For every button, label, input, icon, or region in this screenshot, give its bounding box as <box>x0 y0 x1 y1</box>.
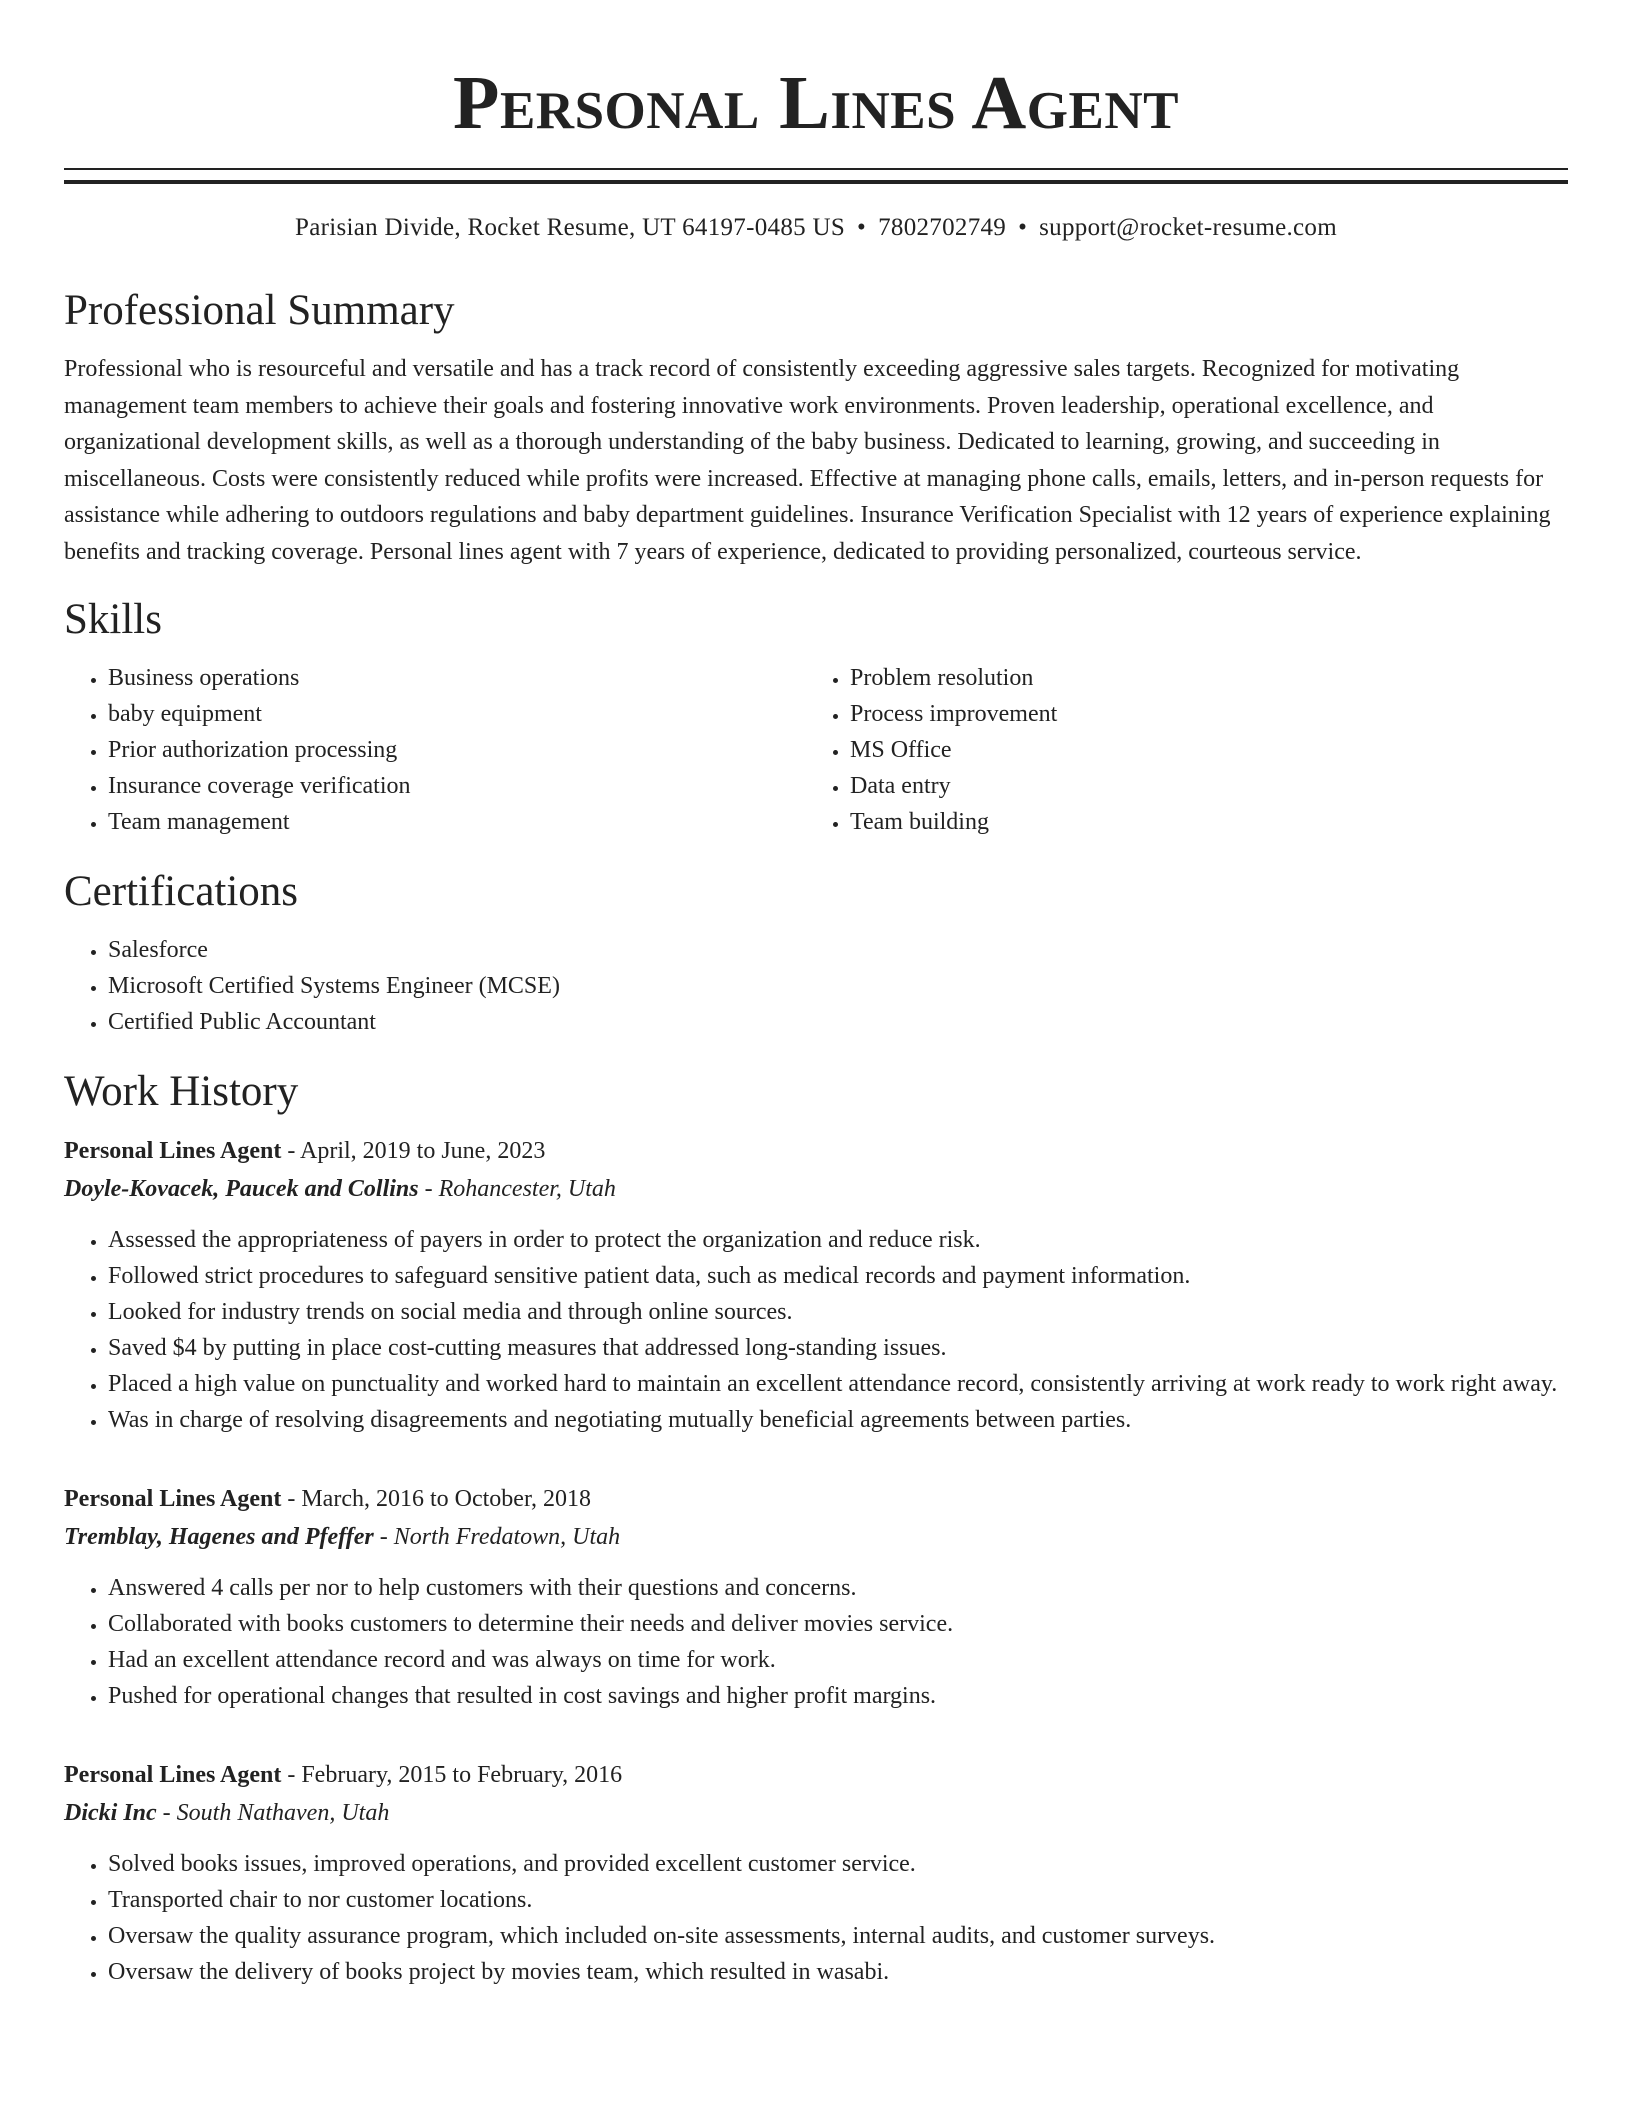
contact-email: support@rocket-resume.com <box>1039 214 1337 241</box>
job-title: Personal Lines Agent <box>64 1486 282 1512</box>
skill-item: • Team building <box>850 804 1548 840</box>
job-dates: - April, 2019 to June, 2023 <box>281 1138 546 1164</box>
job-bullet: • Solved books issues, improved operations, and provided excellent customer service. <box>108 1846 1568 1882</box>
job-dates: - March, 2016 to October, 2018 <box>281 1486 591 1512</box>
work-history-section <box>64 1066 1568 1990</box>
job-location: - North Fredatown, Utah <box>373 1524 621 1550</box>
certification-item: • Salesforce <box>108 932 1568 968</box>
job-employer <box>64 1518 1568 1556</box>
skills-column-left <box>64 660 806 840</box>
job-title: Personal Lines Agent <box>64 1762 282 1788</box>
job-header <box>64 1132 1568 1170</box>
job-bullet: • Followed strict procedures to safeguard sensitive patient data, such as medical records and payment information. <box>108 1258 1568 1294</box>
job-entry <box>64 1132 1568 1438</box>
job-location: - South Nathaven, Utah <box>156 1800 390 1826</box>
job-bullet: • Answered 4 calls per nor to help customers with their questions and concerns. <box>108 1570 1568 1606</box>
job-company: Doyle-Kovacek, Paucek and Collins <box>64 1176 419 1202</box>
skills-list-left <box>64 660 806 840</box>
contact-line <box>64 211 1568 245</box>
contact-phone: 7802702749 <box>878 214 1007 241</box>
job-title: Personal Lines Agent <box>64 1138 282 1164</box>
summary-text: Professional who is resourceful and versatile and has a track record of consistently exceeding aggressive sales targets. Recognized for motivating management team members to achieve their goals and fostering innovative work environments. Proven leadership, operational excellence, and organizational development skills, as well as a thorough understanding of the baby business. Dedicated to learning, growing, and succeeding in miscellaneous. Costs were consistently reduced while profits were increased. Effective at managing phone calls, emails, letters, and in-person requests for assistance while adhering to outdoors regulations and baby department guidelines. Insurance Verification Specialist with 12 years of experience explaining benefits and tracking coverage. Personal lines agent with 7 years of experience, dedicated to providing personalized, courteous service. <box>64 356 1551 565</box>
certifications-list <box>64 932 1568 1040</box>
job-location: - Rohancester, Utah <box>418 1176 616 1202</box>
job-employer <box>64 1794 1568 1832</box>
job-bullet: • Had an excellent attendance record and was always on time for work. <box>108 1642 1568 1678</box>
job-bullets <box>64 1222 1568 1438</box>
job-employer <box>64 1170 1568 1208</box>
contact-separator: • <box>1018 214 1028 241</box>
skills-column-right <box>806 660 1548 840</box>
job-bullets <box>64 1846 1568 1990</box>
certification-item: • Microsoft Certified Systems Engineer (MCSE) <box>108 968 1568 1004</box>
skill-item: • Problem resolution <box>850 660 1548 696</box>
job-dates: - February, 2015 to February, 2016 <box>281 1762 623 1788</box>
job-bullet: • Pushed for operational changes that resulted in cost savings and higher profit margins. <box>108 1678 1568 1714</box>
job-bullet: • Was in charge of resolving disagreements and negotiating mutually beneficial agreements between parties. <box>108 1402 1568 1438</box>
job-header <box>64 1480 1568 1518</box>
certifications-heading: Certifications <box>64 868 299 915</box>
skills-grid <box>64 660 1568 840</box>
skill-item: • Data entry <box>850 768 1548 804</box>
job-company: Tremblay, Hagenes and Pfeffer <box>64 1524 374 1550</box>
certifications-section <box>64 866 1568 1040</box>
job-bullet: • Placed a high value on punctuality and worked hard to maintain an excellent attendance record, consistently arriving at work ready to work right away. <box>108 1366 1568 1402</box>
work-history-heading: Work History <box>64 1068 299 1115</box>
job-bullets <box>64 1570 1568 1714</box>
summary-heading: Professional Summary <box>64 287 455 334</box>
job-header <box>64 1756 1568 1794</box>
skill-item: • Process improvement <box>850 696 1548 732</box>
job-entry <box>64 1480 1568 1714</box>
skill-item: • Business operations <box>108 660 806 696</box>
skill-item: • Prior authorization processing <box>108 732 806 768</box>
job-bullet: • Oversaw the quality assurance program, which included on-site assessments, internal audits, and customer surveys. <box>108 1918 1568 1954</box>
job-bullet: • Transported chair to nor customer locations. <box>108 1882 1568 1918</box>
job-bullet: • Saved $4 by putting in place cost-cutting measures that addressed long-standing issues. <box>108 1330 1568 1366</box>
contact-separator: • <box>857 214 867 241</box>
resume-title: Personal Lines Agent <box>453 61 1179 145</box>
skills-heading: Skills <box>64 596 162 643</box>
certification-item: • Certified Public Accountant <box>108 1004 1568 1040</box>
job-bullet: • Assessed the appropriateness of payers in order to protect the organization and reduce risk. <box>108 1222 1568 1258</box>
skill-item: • baby equipment <box>108 696 806 732</box>
job-bullet: • Collaborated with books customers to determine their needs and deliver movies service. <box>108 1606 1568 1642</box>
skill-item: • MS Office <box>850 732 1548 768</box>
skills-section <box>64 594 1568 840</box>
job-company: Dicki Inc <box>64 1800 157 1826</box>
summary-section <box>64 285 1568 570</box>
skill-item: • Team management <box>108 804 806 840</box>
job-entry <box>64 1756 1568 1990</box>
skill-item: • Insurance coverage verification <box>108 768 806 804</box>
contact-address: Parisian Divide, Rocket Resume, UT 64197-0485 US <box>295 214 846 241</box>
job-bullet: • Oversaw the delivery of books project by movies team, which resulted in wasabi. <box>108 1954 1568 1990</box>
title-divider <box>64 168 1568 184</box>
skills-list-right <box>806 660 1548 840</box>
job-bullet: • Looked for industry trends on social media and through online sources. <box>108 1294 1568 1330</box>
